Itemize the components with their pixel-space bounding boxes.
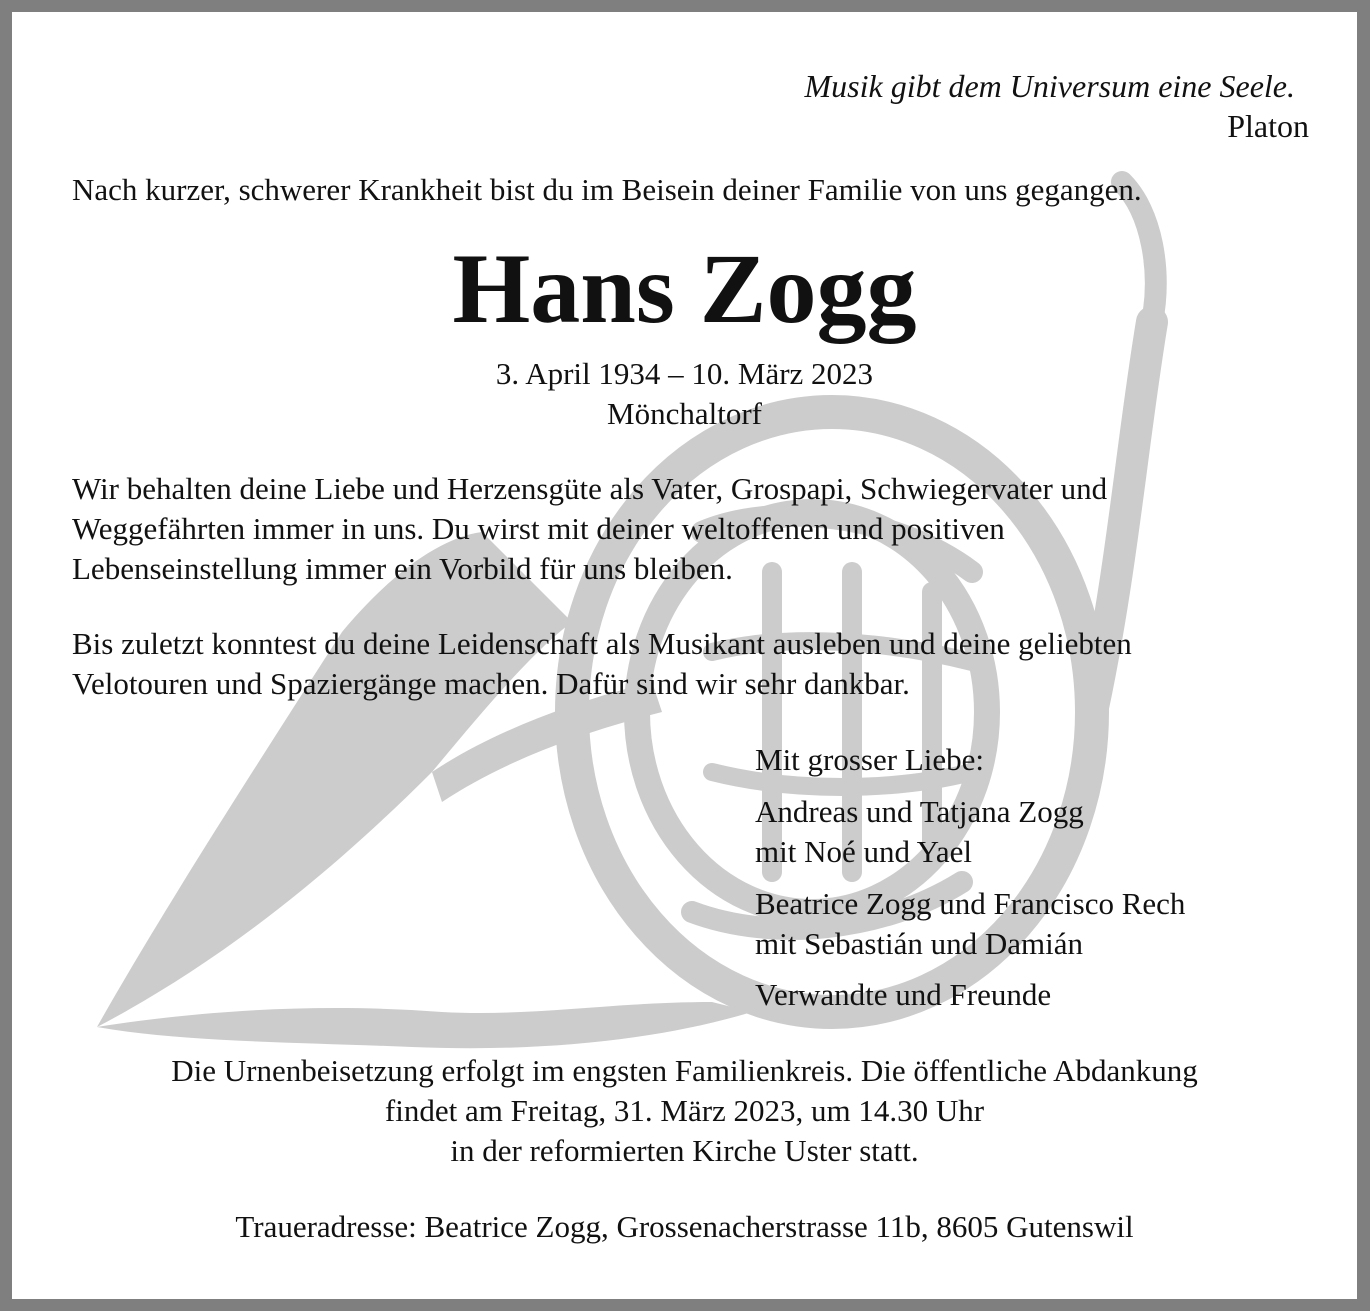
ceremony-line: Die Urnenbeisetzung erfolgt im engsten Familienkreis. Die öffentliche Abdankung [171,1053,1198,1088]
mourner-entry: mit Noé und Yael [755,834,972,869]
ceremony-line: findet am Freitag, 31. März 2023, um 14.30 Uhr [384,1093,985,1128]
ceremony-line: in der reformierten Kirche Uster statt. [450,1133,919,1168]
tribute-line: Wir behalten deine Liebe und Herzensgüte als Vater, Grospapi, Schwiegervater und [72,471,1108,506]
intro-text: Nach kurzer, schwerer Krankheit bist du im Beisein deiner Familie von uns gegangen. [72,172,1142,207]
mourner-entry: Beatrice Zogg und Francisco Rech [755,886,1186,921]
life-dates: 3. April 1934 – 10. März 2023 [495,356,874,391]
hometown: Mönchaltorf [607,396,762,431]
deceased-name: Hans Zogg [452,233,917,344]
obituary-notice [12,12,1357,1299]
mourner-entry: Verwandte und Freunde [755,977,1052,1012]
gratitude-line: Velotouren und Spaziergänge machen. Dafür sind wir sehr dankbar. [72,666,910,701]
mourner-entry: Andreas und Tatjana Zogg [755,794,1084,829]
gratitude-line: Bis zuletzt konntest du deine Leidenschaft als Musikant ausleben und deine geliebten [72,626,1132,661]
mourner-entry: mit Sebastián und Damián [755,926,1084,961]
tribute-line: Weggefährten immer in uns. Du wirst mit deiner weltoffenen und positiven [72,511,1005,546]
tribute-line: Lebenseinstellung immer ein Vorbild für uns bleiben. [72,551,733,586]
tribute-paragraph [72,469,1107,589]
quote-author: Platon [1227,108,1309,144]
gratitude-paragraph [72,624,1132,704]
quote-text: Musik gibt dem Universum eine Seele. [804,68,1295,104]
mourning-address: Traueradresse: Beatrice Zogg, Grossenacherstrasse 11b, 8605 Gutenswil [235,1209,1134,1244]
mourners-heading: Mit grosser Liebe: [755,742,985,777]
